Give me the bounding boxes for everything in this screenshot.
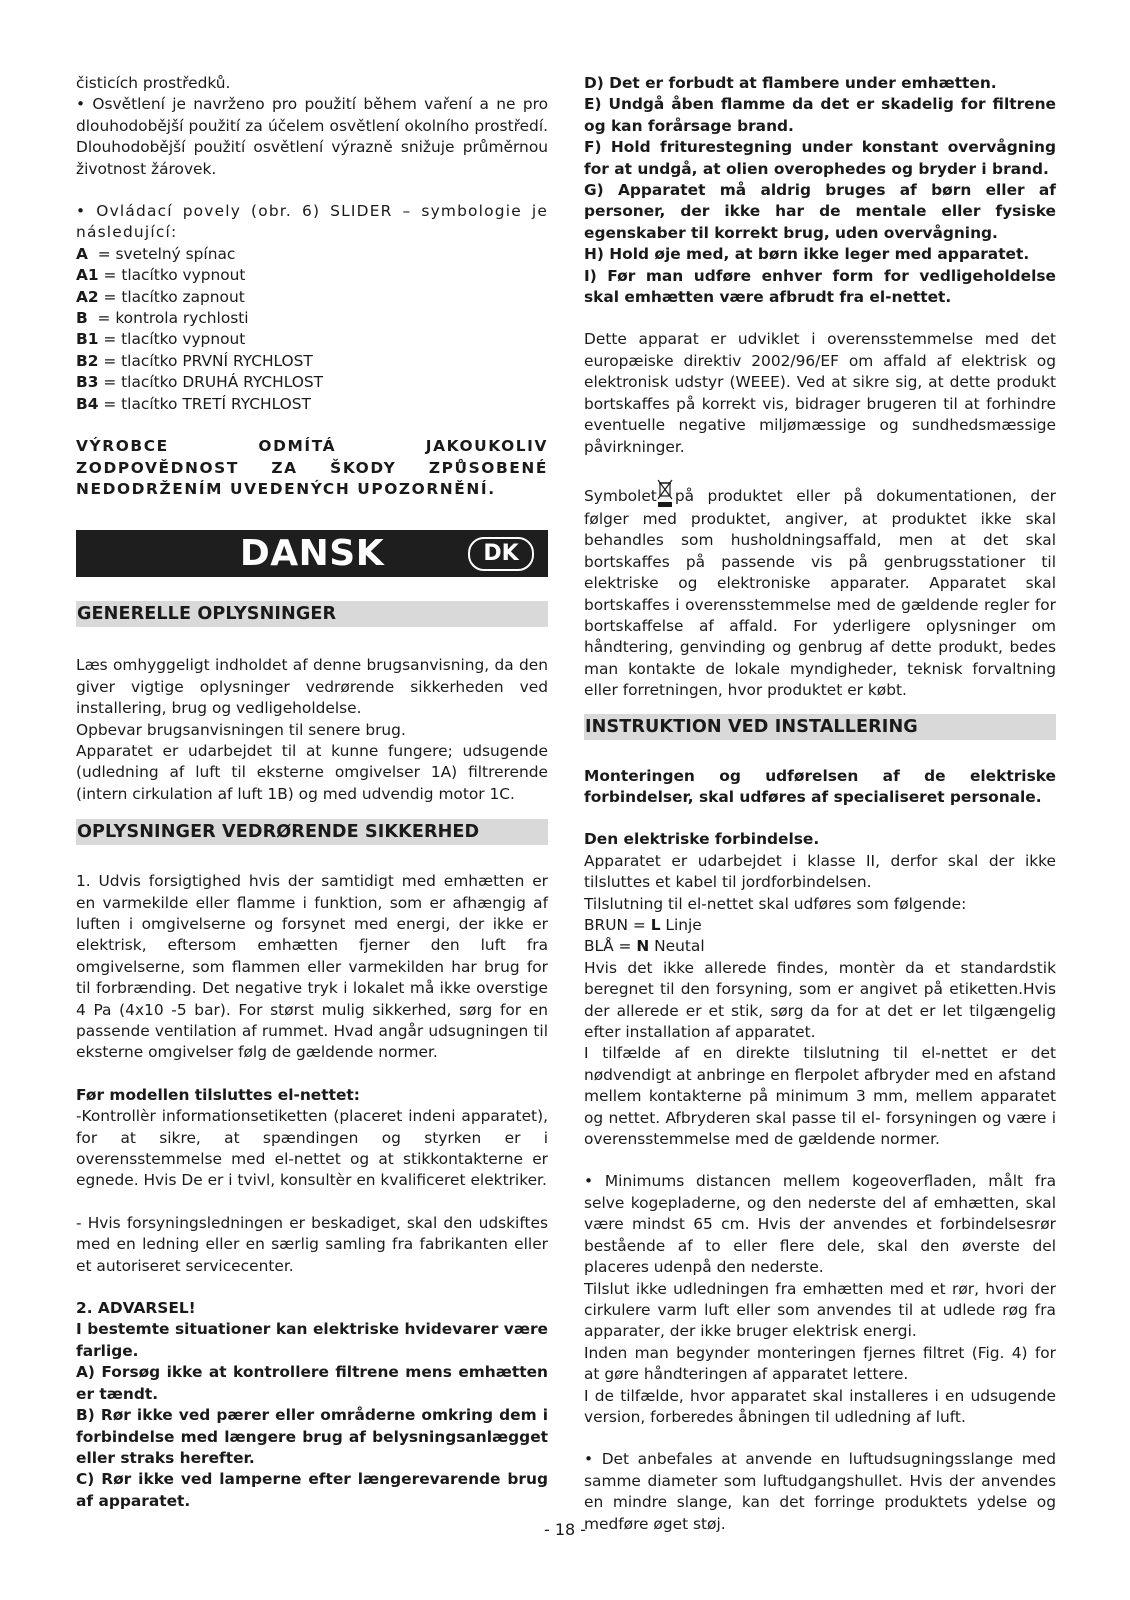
command-item: A1 = tlacítko vypnout xyxy=(76,266,246,285)
warning-item-e: E) Undgå åben flamme da det er skadelig for filtrene og kan forårsage brand. xyxy=(584,95,1056,135)
command-item: B3 = tlacítko DRUHÁ RYCHLOST xyxy=(76,373,324,392)
safety-paragraph-2: -Kontrollèr informationsetiketten (placeret indeni apparatet), for at sikre, at spændingen og styrken er i overensstemmelse med el-nettet og at stikkontakterne er egnede. Hvis De er i tvivl, konsultèr en kvalificeret elektriker. xyxy=(76,1107,548,1190)
command-item: B1 = tlacítko vypnout xyxy=(76,330,246,349)
weee-paragraph-2: Symbolet på produktet eller på dokumentationen, der følger med produktet, angiver, at produktet ikke skal behandles som husholdningsaffald, men at det skal bortskaffes på passende vis på genbrugsstationer til elektriske og elektroniske apparater. Apparatet skal bortskaffes i overensstemmelse med de gældende regler for bortskaffelse af affald. For yderligere oplysninger om håndtering, genvinding og genbrug af dette produkt, bedes man kontakte de lokale myndigheder, teknisk forvaltning eller forretningen, hvor produktet er købt. xyxy=(584,479,1056,702)
language-banner xyxy=(76,530,548,577)
installation-paragraph-7: Inden man begynder monteringen fjernes filtret (Fig. 4) for at gøre håndteringen af apparatet lettere. xyxy=(584,1343,1056,1384)
banner-title: DANSK xyxy=(239,533,385,575)
installation-bold-note: Monteringen og udførelsen af de elektriske forbindelser, skal udføres af specialiseret personale. xyxy=(584,766,1056,806)
cz-paragraph-3: • Ovládací povely (obr. 6) SLIDER – symbologie je následující: xyxy=(76,202,548,242)
wire-brown: BRUN = L Linje xyxy=(584,916,702,934)
installation-paragraph-5: • Minimums distancen mellem kogeoverfladen, målt fra selve kogepladerne, og den nederste del af emhætten, skal være mindst 65 cm. Hvis der anvendes et forbindelsesrør bestående af to eller flere dele, skal den øverste del placeres udenpå den nederste. xyxy=(584,1172,1056,1277)
crossed-out-wheelie-bin-icon xyxy=(657,479,673,509)
section-header-safety: OPLYSNINGER VEDRØRENDE SIKKERHED xyxy=(76,819,548,845)
command-item: A = svetelný spínac xyxy=(76,244,236,263)
command-item: B2 = tlacítko PRVNÍ RYCHLOST xyxy=(76,351,313,370)
warning-item-c: C) Rør ikke ved lamperne efter længerevarende brug af apparatet. xyxy=(76,1470,548,1510)
warning-item-a: A) Forsøg ikke at kontrollere filtrene mens emhætten er tændt. xyxy=(76,1363,548,1403)
command-item: B = kontrola rychlosti xyxy=(76,309,249,328)
warning-item-b: B) Rør ikke ved pærer eller områderne omkring dem i forbindelse med længere brug af belysningsanlægget eller straks herefter. xyxy=(76,1406,548,1467)
electrical-heading: Den elektriske forbindelse. xyxy=(584,830,820,849)
installation-paragraph-2: Tilslutning til el-nettet skal udføres som følgende: xyxy=(584,894,967,913)
general-paragraph-1: Læs omhyggeligt indholdet af denne brugsanvisning, da den giver vigtige oplysninger vedrørende sikkerheden ved installering, brug og vedligeholdelse. xyxy=(76,656,548,718)
warning-item-i: I) Før man udføre enhver form for vedligeholdelse skal emhætten være afbrudt fra el-nettet. xyxy=(584,266,1056,307)
safety-paragraph-3: - Hvis forsyningsledningen er beskadiget, skal den udskiftes med en ledning eller en særlig samling fra fabrikanten eller et autoriseret servicecenter. xyxy=(76,1213,548,1275)
general-paragraph-3: Apparatet er udarbejdet til at kunne fungere; udsugende (udledning af luft til eksterne omgivelser 1A) filtrerende (intern cirkulation af luft 1B) og med udvendig motor 1C. xyxy=(76,741,548,803)
page-number: - 18 - xyxy=(543,1520,587,1539)
warning-item-h: H) Hold øje med, at børn ikke leger med apparatet. xyxy=(584,245,1030,264)
command-list xyxy=(76,244,548,415)
weee-paragraph-1: Dette apparat er udviklet i overensstemmelse med det europæiske direktiv 2002/96/EF om affald af elektrisk og elektronisk udstyr (WEEE). Ved at sikre sig, at dette produkt bortskaffes på korrekt vis, bidrager brugeren til at forhindre eventuelle negative miljømæssige og sundhedsmæssige påvirkninger. xyxy=(584,330,1056,456)
warning-item-g: G) Apparatet må aldrig bruges af børn eller af personer, der ikke har de mentale eller fysiske egenskaber til korrekt brug, uden overvågning. xyxy=(584,181,1056,242)
command-item: A2 = tlacítko zapnout xyxy=(76,287,245,306)
installation-paragraph-1: Apparatet er udarbejdet i klasse II, derfor skal der ikke tilsluttes et kabel til jordforbindelsen. xyxy=(584,851,1056,892)
left-column xyxy=(76,73,548,1512)
warning-item-f: F) Hold friturestegning under konstant overvågning for at undgå, at olien overophedes og bryder i brand. xyxy=(584,138,1056,178)
command-item: B4 = tlacítko TRETÍ RYCHLOST xyxy=(76,394,311,413)
installation-paragraph-4: I tilfælde af en direkte tilslutning til el-nettet er det nødvendigt at anbringe en flerpolet afbryder med en afstand mellem kontakterne på minimum 3 mm, mellem apparatet og nettet. Afbryderen skal passe til el- forsyningen og være i overensstemmelse med de gældende normer. xyxy=(584,1044,1056,1149)
right-column xyxy=(584,73,1056,1535)
cz-paragraph-2: • Osvětlení je navrženo pro použití během vaření a ne pro dlouhodobější použití za účelem osvětlení okolního prostředí. Dlouhodobější použití osvětlení výrazně snižuje průměrnou životnost žárovek. xyxy=(76,95,548,178)
warning-item-d: D) Det er forbudt at flambere under emhætten. xyxy=(584,74,997,92)
section-header-general: GENERELLE OPLYSNINGER xyxy=(76,601,548,627)
general-paragraph-2: Opbevar brugsanvisningen til senere brug. xyxy=(76,720,406,739)
installation-paragraph-3: Hvis det ikke allerede findes, montèr da et standardstik beregnet til den forsyning, som er angivet på etiketten.Hvis der allerede er et stik, sørg da for at det er let tilgængelig efter installation af apparatet. xyxy=(584,958,1056,1042)
section-header-installation: INSTRUKTION VED INSTALLERING xyxy=(584,714,1056,740)
wire-blue: BLÅ = N Neutal xyxy=(584,937,705,956)
safety-heading: Før modellen tilsluttes el-nettet: xyxy=(76,1085,360,1104)
warning-intro: I bestemte situationer kan elektriske hvidevarer være farlige. xyxy=(76,1320,548,1360)
installation-paragraph-8: I de tilfælde, hvor apparatet skal installeres i en udsugende version, forberedes åbningen til udledning af luft. xyxy=(584,1386,1056,1426)
installation-paragraph-9: • Det anbefales at anvende en luftudsugningsslange med samme diameter som luftudgangshullet. Hvis der anvendes en mindre slange, kan det forringe produktets ydelse og medføre øget støj. xyxy=(584,1450,1056,1533)
safety-paragraph-1: 1. Udvis forsigtighed hvis der samtidigt med emhætten er en varmekilde eller flamme i funktion, som er afhængig af luften i omgivelserne og forsynet med energi, der ikke er elektrisk, eftersom emhætten fjerner den luft fra omgivelserne, som flammen eller varmekilden har brug for til forbrænding. Det negative tryk i lokalet må ikke overstige 4 Pa (4x10 -5 bar). For størst mulig sikkerhed, sørg for en passende ventilation af rummet. Hvad angår udsugningen til eksterne omgivelser følg de gældende normer. xyxy=(76,872,548,1062)
cz-warning: VÝROBCE ODMÍTÁ JAKOUKOLIV ZODPOVĚDNOST ZA ŠKODY ZPŮSOBENÉ NEDODRŽENÍM UVEDENÝCH UPOZORNĚNÍ. xyxy=(76,437,548,498)
installation-paragraph-6: Tilslut ikke udledningen fra emhætten med et rør, hvori der cirkulere varm luft eller som anvendes til at udlede røg fra apparater, der ikke bruger elektrisk energi. xyxy=(584,1279,1056,1341)
language-badge: DK xyxy=(468,537,534,571)
cz-paragraph-1: čisticích prostředků. xyxy=(76,74,231,92)
warning-title: 2. ADVARSEL! xyxy=(76,1299,196,1318)
